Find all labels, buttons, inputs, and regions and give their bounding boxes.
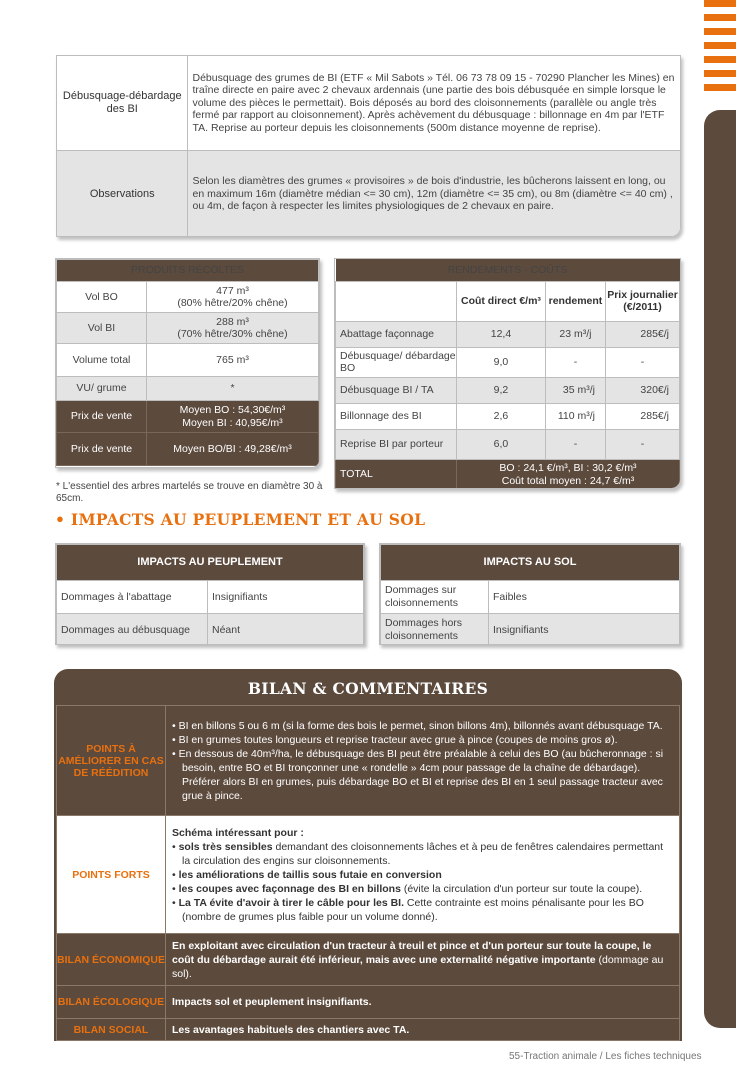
row-value: Moyen BO/BI : 49,28€/m³ — [147, 433, 319, 466]
table-row — [57, 401, 319, 433]
rendements-table — [334, 258, 681, 489]
row-key: VU/ grume — [57, 377, 147, 401]
table-row: Dommages hors cloisonnements Insignifiants — [381, 614, 680, 646]
table-header: IMPACTS AU PEUPLEMENT — [57, 545, 364, 581]
ameliorer-content: • BI en billons 5 ou 6 m (si la forme des bois le permet, sinon billons 4m), billonnés avant débusquage TA. • BI en grumes toutes longueurs et reprise tracteur avec grue à pince (coupes de moins gros ø). • En dessous de 40m³/ha, le débusquage des BI peut être préalable à celui des BO (au bûcheronnage : si besoin, entre BO et BI tronçonner une « rondelle » 4cm pour passage de la chaîne de débardage). Préférer alors BI en grumes, puis débardage BO et BI et reprise des BI en 1 seul passage tracteur avec grue à pince. — [166, 706, 680, 816]
social-label: BILAN SOCIAL — [57, 1019, 166, 1041]
row-label: Observations — [57, 150, 187, 237]
row-key: Prix de vente — [57, 401, 147, 433]
row-value: Moyen BO : 54,30€/m³ Moyen BI : 40,95€/m³ — [147, 401, 319, 433]
table-header: PRODUITS RÉCOLTES — [57, 260, 319, 282]
table-row — [57, 706, 680, 816]
table-row — [57, 986, 680, 1019]
table-row — [57, 313, 319, 344]
table-row — [57, 1019, 680, 1041]
forts-content: Schéma intéressant pour : • sols très sensibles demandant des cloisonnements lâches et à peu de fenêtres calendaires permettant la circulation des engins sur cloisonnements. • les améliorations de taillis sous futaie en conversion • les coupes avec façonnage des BI en billons (évite la circulation d'un porteur sur toute la coupe). • La TA évite d'avoir à tirer le câble pour les BI. Cette contrainte est moins pénalisante pour les BO (nombre de grumes plus faible pour un volume donné). — [166, 816, 680, 934]
forts-label: POINTS FORTS — [57, 816, 166, 934]
total-value: BO : 24,1 €/m³, BI : 30,2 €/m³ Coût total moyen : 24,7 €/m³ — [457, 459, 680, 489]
row-value: 765 m³ — [147, 344, 319, 377]
col-prix: Prix journalier (€/2011) — [606, 281, 680, 321]
row-value: 288 m³ (70% hêtre/30% chêne) — [147, 313, 319, 344]
eco-content: En exploitant avec circulation d'un tracteur à treuil et pince et d'un porteur sur toute la coupe, le coût du débardage aurait été inférieur, mais avec une externalité négative importante (dommage au sol). — [166, 934, 680, 986]
impacts-peuplement-table — [55, 543, 365, 645]
table-row — [57, 433, 319, 466]
table-row — [57, 377, 319, 401]
row-key: Vol BO — [57, 282, 147, 313]
debusquage-table — [56, 55, 681, 237]
row-key: Volume total — [57, 344, 147, 377]
table-row: Dommages à l'abattage Insignifiants — [57, 581, 364, 614]
table-row: Débusquage/ débardage BO 9,0 - - — [336, 347, 680, 377]
row-label: Débusquage-débardage des BI — [57, 56, 187, 150]
row-key: Vol BI — [57, 313, 147, 344]
table-row — [57, 816, 680, 934]
table-header: IMPACTS AU SOL — [381, 545, 680, 581]
col-rendement: rendement — [545, 281, 605, 321]
col-cout: Coût direct €/m³ — [457, 281, 546, 321]
social-content: Les avantages habituels des chantiers avec TA. — [166, 1019, 680, 1041]
table-row — [57, 282, 319, 313]
row-value: 477 m³ (80% hêtre/20% chêne) — [147, 282, 319, 313]
table-row — [57, 344, 319, 377]
bilan-box — [54, 669, 682, 1041]
table-row: Dommages sur cloisonnements Faibles — [381, 581, 680, 614]
table-row: Dommages au débusquage Néant — [57, 614, 364, 646]
ecol-content: Impacts sol et peuplement insignifiants. — [166, 986, 680, 1019]
section-title: • IMPACTS AU PEUPLEMENT ET AU SOL — [55, 510, 426, 529]
ecol-label: BILAN ÉCOLOGIQUE — [57, 986, 166, 1019]
table-row — [57, 934, 680, 986]
row-value: * — [147, 377, 319, 401]
table-header: RENDEMENTS - COÛTS — [336, 259, 680, 281]
row-key: Prix de vente — [57, 433, 147, 466]
ameliorer-label: POINTS À AMÉLIORER EN CAS DE RÉÉDITION — [57, 706, 166, 816]
table-row: Billonnage des BI 2,6 110 m³/j 285€/j — [336, 403, 680, 429]
table-row — [57, 56, 680, 150]
produits-recoltes-table — [55, 258, 320, 468]
impacts-sol-table — [379, 543, 681, 645]
table-row: Débusquage BI / TA 9,2 35 m³/j 320€/j — [336, 377, 680, 403]
footnote: * L'essentiel des arbres martelés se trouve en diamètre 30 à 65cm. — [56, 481, 323, 504]
table-row: Abattage façonnage 12,4 23 m³/j 285€/j — [336, 321, 680, 347]
row-text: Débusquage des grumes de BI (ETF « Mil Sabots » Tél. 06 73 78 09 15 - 70290 Plancher les Mines) en traîne directe en paire avec 2 chevaux ardennais (une partie des bois débusquée en simple lorsque le volume des pièces le permettait). Bois déposés au bord des cloisonnements (parallèle ou angle très fermé par rapport au cloisonnement). Après achèvement du débusquage : billonnage en 4m par l'ETF TA. Reprise au porteur depuis les cloisonnements (500m distance moyenne de reprise). — [187, 56, 680, 150]
eco-label: BILAN ÉCONOMIQUE — [57, 934, 166, 986]
table-row: Reprise BI par porteur 6,0 - - — [336, 429, 680, 459]
table-row — [57, 150, 680, 237]
page-footer: 55-Traction animale / Les fiches techniques — [509, 1051, 702, 1062]
row-text: Selon les diamètres des grumes « provisoires » de bois d'industrie, les bûcherons laissent en long, ou en maximum 16m (diamètre médian <= 30 cm), 12m (diamètre <= 35 cm), ou 8m (diamètre <= 40 cm) , ou 4m, de façon à respecter les limites physiologiques de 2 chevaux en paire. — [187, 150, 680, 237]
empty-header — [336, 281, 457, 321]
side-band — [704, 110, 736, 1028]
total-row: TOTAL BO : 24,1 €/m³, BI : 30,2 €/m³ Coût total moyen : 24,7 €/m³ — [336, 459, 680, 489]
bilan-title: BILAN & COMMENTAIRES — [247, 679, 489, 698]
